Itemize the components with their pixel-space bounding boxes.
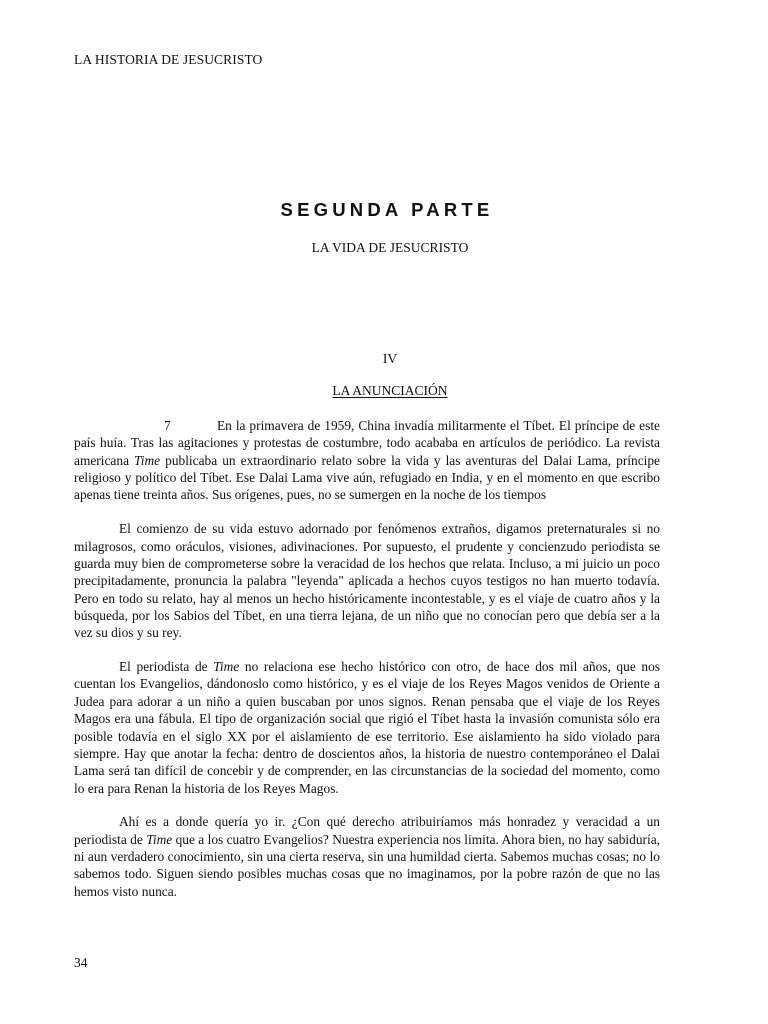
page-number: 34 — [74, 955, 88, 970]
verse-number: 7 — [164, 418, 171, 433]
p3-text-a: El periodista de — [119, 659, 214, 675]
body-text — [74, 417, 660, 917]
paragraph-4 — [74, 813, 660, 900]
part-subtitle: LA VIDA DE JESUCRISTO — [311, 240, 469, 255]
chapter-title: LA ANUNCIACIÓN — [332, 383, 448, 398]
p3-text-b: no relaciona ese hecho histórico con otro, de hace dos mil años, que nos cuentan los Evangelios, dándonoslo como histórico, y es el viaje de los Reyes Magos venidos de Oriente a Judea para adorar a un niño a quien buscaban por unos signos. Renan pensaba que el viaje de los Reyes Magos era una fábula. El tipo de organización social que rigió el Tíbet hasta la invasión comunista sólo era posible todavía en el siglo XX por el aislamiento de ese territorio. Ese aislamiento ha sido violado para siempre. Hay que anotar la fecha: dentro de doscientos años, la historia de nuestro contemporáneo el Dalai Lama será tan difícil de concebir y de comprender, en las circunstancias de la sociedad del momento, como lo era para Renan la historia de los Reyes Magos. — [74, 659, 660, 796]
paragraph-2: El comienzo de su vida estuvo adornado por fenómenos extraños, digamos preternaturales si no milagrosos, como oráculos, visiones, adivinaciones. Por supuesto, el prudente y concienzudo periodista se guarda muy bien de comprometerse sobre la veracidad de los hechos que relata. Incluso, a mi juicio un poco precipitadamente, pronuncia la palabra "leyenda" aplicada a hechos cuyos testigos no han muerto todavía. Pero en todo su relato, hay al menos un hecho históricamente incontestable, y es el viaje de cuatro años y la búsqueda, por los Sabios del Tíbet, en una tierra lejana, de un niño que no conocían pero que debía ser a la vez su dios y su rey. — [74, 521, 660, 641]
paragraph-3 — [74, 658, 660, 797]
p4-text-b: que a los cuatro Evangelios? Nuestra experiencia nos limita. Ahora bien, no hay sabiduría, ni aun verdadero conocimiento, sin una cierta reserva, sin una humildad cierta. Sabemos muchas cosas; no lo sabemos todo. Siguen siendo posibles muchas cosas que no imaginamos, por la pobre razón de que no las hemos visto nunca. — [74, 831, 660, 899]
chapter-title-wrap — [0, 383, 768, 399]
p1-text-b: publicaba un extraordinario relato sobre la vida y las aventuras del Dalai Lama, príncipe religioso y político del Tíbet. Ese Dalai Lama vive aún, refugiado en India, y en el momento en que escribo apenas tiene treinta años. Sus orígenes, pues, no se sumergen en la noche de los tiempos — [74, 452, 661, 503]
p3-magazine-name: Time — [213, 659, 240, 675]
p1-text-a: En la primavera de 1959, China invadía militarmente el Tíbet. El príncipe de este país huía. Tras las agitaciones y protestas de costumbre, todo acababa en artículos de periódico. La revista americana — [74, 418, 660, 468]
p1-magazine-name: Time — [134, 452, 161, 468]
p4-text-a: Ahí es a donde quería yo ir. ¿Con qué derecho atribuiríamos más honradez y veracidad a un periodista de — [74, 814, 660, 847]
paragraph-1 — [74, 417, 660, 504]
p4-magazine-name: Time — [146, 831, 173, 847]
part-title: SEGUNDA PARTE — [280, 199, 494, 220]
chapter-number: IV — [382, 351, 398, 366]
running-header: LA HISTORIA DE JESUCRISTO — [74, 52, 263, 67]
